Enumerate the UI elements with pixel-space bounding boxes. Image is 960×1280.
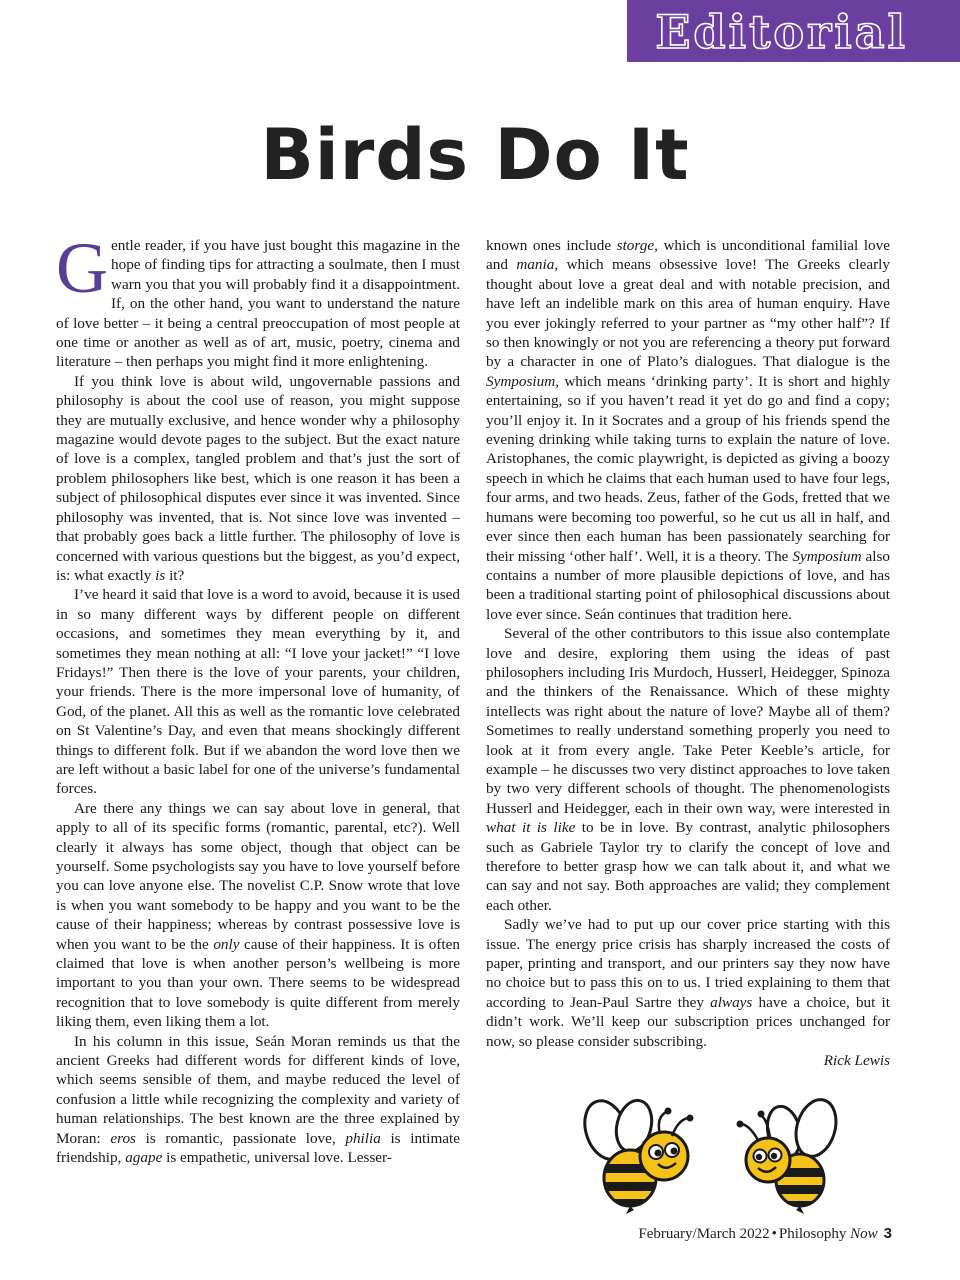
- bee-icon: [737, 1098, 843, 1214]
- page-number: 3: [883, 1225, 892, 1242]
- paragraph: I’ve heard it said that love is a word to avoid, because it is used in so many different ways by different people on different occasions, and sometimes they mean everything by it, and sometimes they mean nothing at all: “I love your jacket!” “I love Fridays!” Then there is the love of your parents, your children, your friends. There is the more impersonal love of humanity, of God, of the planet. All this as well as the romantic love celebrated on St Valentine’s Day, and even that means shockingly different things to different folk. But if we abandon the word love then we are left without a basic label for one of the universe’s fundamental forces.: [56, 586, 460, 798]
- paragraph: Gentle reader, if you have just bought this magazine in the hope of finding tips for attracting a soulmate, then I must warn you that you will probably find it a disappointment. If, on the other hand, you want to understand the nature of love better – it being a central preoccupation of most people at one time or another as well as of art, music, poetry, cinema and literature – then perhaps you might find it more enlightening.: [56, 228, 460, 371]
- magazine-name-italic: Now: [850, 1226, 878, 1242]
- bees-illustration: [572, 1098, 872, 1218]
- article-column-right: [486, 236, 890, 1070]
- issue-date: February/March 2022: [638, 1226, 770, 1242]
- paragraph: Sadly we’ve had to put up our cover price starting with this issue. The energy price crisis has sharply increased the costs of paper, printing and transport, and our printers say they now have no choice but to pass this on to us. I tried explaining to them that according to Jean-Paul Sartre they always have a choice, but it didn’t work. We’ll keep our subscription prices unchanged for now, so please consider subscribing.: [486, 916, 890, 1050]
- author-signature: Rick Lewis: [823, 1052, 890, 1070]
- paragraph: If you think love is about wild, ungovernable passions and philosophy is about the cool use of reason, you might suppose they are mutually exclusive, and hence wonder why a philosophy magazine would devote pages to the subject. But the exact nature of love is a complex, tangled problem and that’s just the sort of problem philosophers like best, which is one reason it has been a subject of philosophical disputes ever since it was invented. Since philosophy was invented, that is. Not since love was invented – that probably goes back a little further. The philosophy of love is concerned with various questions but the biggest, as you’d expect, is: what exactly is it?: [56, 372, 460, 584]
- footer-bullet: •: [771, 1226, 777, 1242]
- article-title: Birds Do It: [260, 114, 690, 196]
- section-banner: [627, 0, 960, 62]
- article-column-left: [56, 228, 460, 1168]
- drop-cap: G: [56, 228, 108, 308]
- paragraph: Several of the other contributors to this issue also contemplate love and desire, exploring them using the ideas of past philosophers including Iris Murdoch, Husserl, Heidegger, Spinoza and the thinkers of the Renaissance. Which of these mighty intellects was right about the nature of love? Maybe all of them? Sometimes to really understand something properly you need to look at it from every angle. Take Peter Keeble’s article, for example – he discusses two very distinct approaches to love taken by two very different schools of thought. The phenomenologists Husserl and Heidegger, each in their own way, were interested in what it is like to be in love. By contrast, analytic philosophers such as Gabriele Taylor try to clarify the concept of love and therefore to better grasp how we can talk about it, and what we can say and not say. Both approaches are valid; they complement each other.: [486, 625, 890, 914]
- section-label: Editorial: [655, 5, 908, 59]
- page-footer: [638, 1224, 892, 1244]
- magazine-name: Philosophy: [778, 1226, 847, 1242]
- paragraph: In his column in this issue, Seán Moran reminds us that the ancient Greeks had different words for different kinds of love, which seems sensible of them, and maybe reduced the level of confusion a little while recognizing the complexity and variety of human relationships. The best known are the three explained by Moran: eros is romantic, passionate love, philia is intimate friendship, agape is empathetic, universal love. Lesser-: [56, 1032, 460, 1167]
- paragraph: Are there any things we can say about love in general, that apply to all of its specific forms (romantic, parental, etc?). Well clearly it always has some object, though that object can be yourself. Some psychologists say you have to love yourself before you can love anyone else. The novelist C.P. Snow wrote that love is when you want somebody to be happy and you want to be the cause of their happiness; whereas by contrast possessive love is when you want to be the only cause of their happiness. It is often claimed that love is when another person’s wellbeing is more important to you than your own. There seems to be widespread recognition that to love somebody is quite different from merely liking them, even liking them a lot.: [56, 799, 460, 1031]
- bee-icon: [578, 1098, 694, 1214]
- paragraph: known ones include storge, which is unconditional familial love and mania, which means obsessive love! The Greeks clearly thought about love a great deal and with notable precision, and have left an indelible mark on this area of human enquiry. Have you ever jokingly referred to your partner as “my other half”? If so then knowingly or not you are referencing a theory put forward by a character in one of Plato’s dialogues. That dialogue is the Symposium, which means ‘drinking party’. It is short and highly entertaining, so if you haven’t read it yet do go and find a copy; you’ll enjoy it. In it Socrates and a group of his friends spend the evening drinking while taking turns to explain the nature of love. Aristophanes, the comic playwright, is depicted as giving a boozy speech in which he claims that each human used to have four legs, four arms, and two heads. Zeus, father of the Gods, fretted that we humans were becoming too powerful, so he cut us all in half, and ever since then each human has been passionately searching for their missing ‘other half’. Well, it is a theory. The Symposium also contains a number of more plausible depictions of love, and has been a traditional starting point of philosophical discussions about love ever since. Seán continues that tradition here.: [486, 237, 890, 623]
